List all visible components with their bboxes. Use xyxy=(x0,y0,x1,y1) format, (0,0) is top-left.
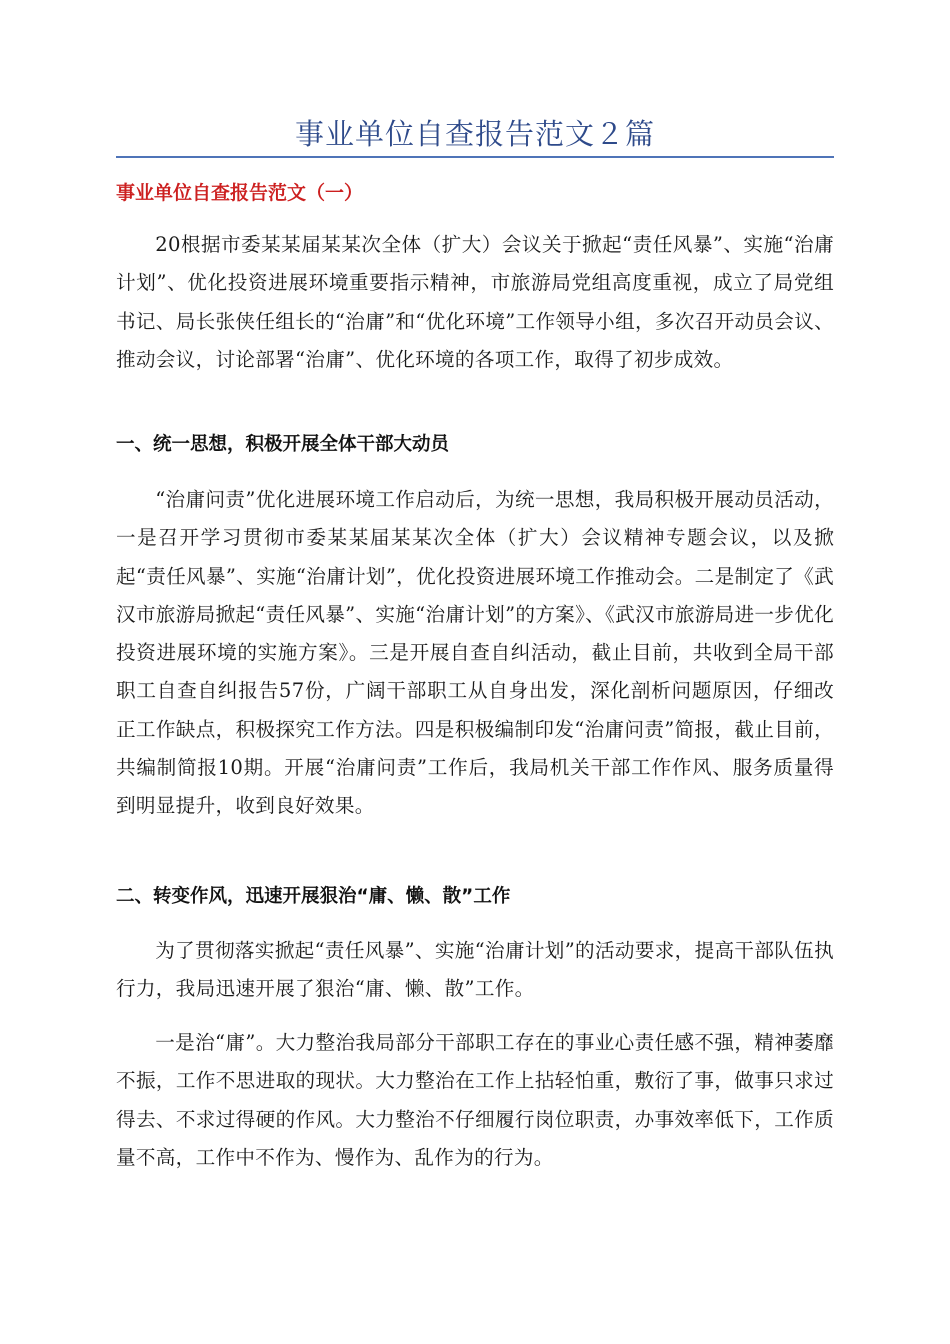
intro-paragraph: 20根据市委某某届某某次全体（扩大）会议关于掀起“责任风暴”、实施“治庸计划”、优化投资进展环境重要指示精神，市旅游局党组高度重视，成立了局党组书记、局长张侠任组长的“治庸”和“优化环境”工作领导小组，多次召开动员会议、推动会议，讨论部署“治庸”、优化环境的各项工作，取得了初步成效。 xyxy=(116,233,834,371)
paragraph-mobilization: “治庸问责”优化进展环境工作启动后，为统一思想，我局积极开展动员活动，一是召开学习贯彻市委某某届某某次全体（扩大）会议精神专题会议，以及掀起“责任风暴”、实施“治庸计划”，优化投资进展环境工作推动会。二是制定了《武汉市旅游局掀起“责任风暴”、实施“治庸计划”的方案》、《武汉市旅游局进一步优化投资进展环境的实施方案》。三是开展自查自纠活动，截止目前，共收到全局干部职工自查自纠报告57份，广阔干部职工从自身出发，深化剖析问题原因，仔细改正工作缺点，积极探究工作方法。四是积极编制印发“治庸问责”简报，截止目前，共编制简报10期。开展“治庸问责”工作后，我局机关干部工作作风、服务质量得到明显提升，收到良好效果。 xyxy=(116,488,834,818)
document-title: 事业单位自查报告范文２篇 xyxy=(294,117,655,151)
paragraph-requirements: 为了贯彻落实掀起“责任风暴”、实施“治庸计划”的活动要求，提高干部队伍执行力，我局迅速开展了狠治“庸、懒、散”工作。 xyxy=(116,939,834,1001)
heading-change-style: 二、转变作风，迅速开展狠治“庸、懒、散”工作 xyxy=(116,886,511,907)
heading-unify-thinking: 一、统一思想，积极开展全体干部大动员 xyxy=(116,434,450,455)
section-heading: 事业单位自查报告范文（一） xyxy=(116,182,364,204)
title-divider xyxy=(116,156,834,158)
paragraph-treat-mediocrity: 一是治“庸”。大力整治我局部分干部职工存在的事业心责任感不强，精神萎靡不振，工作不思进取的现状。大力整治在工作上拈轻怕重，敷衍了事，做事只求过得去、不求过得硬的作风。大力整治不仔细履行岗位职责，办事效率低下，工作质量不高，工作中不作为、慢作为、乱作为的行为。 xyxy=(116,1031,834,1169)
